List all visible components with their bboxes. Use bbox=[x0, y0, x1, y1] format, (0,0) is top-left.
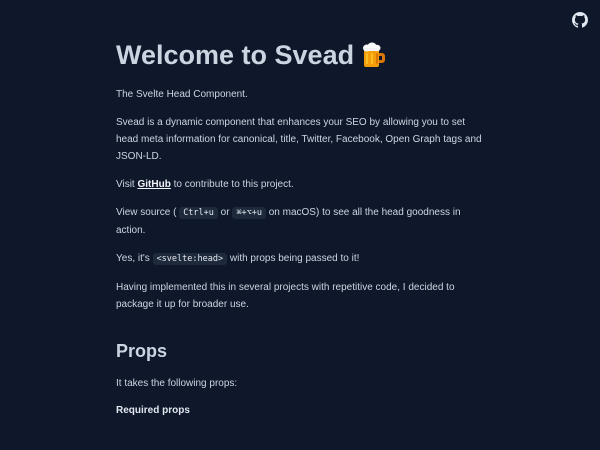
svelte-head-text-after: with props being passed to it! bbox=[227, 253, 360, 264]
view-source-paragraph bbox=[116, 204, 486, 239]
github-icon bbox=[572, 12, 588, 28]
view-source-text-mid: or bbox=[217, 207, 233, 218]
intro-paragraph: Svead is a dynamic component that enhances your SEO by allowing you to set head meta information for canonical, title, Twitter, Facebook, Open Graph tags and JSON-LD. bbox=[116, 117, 482, 162]
view-source-text-before: View source ( bbox=[116, 207, 180, 218]
svelte-head-paragraph bbox=[116, 250, 486, 268]
props-intro: It takes the following props: bbox=[116, 378, 238, 389]
page-title-text: Welcome to Svead bbox=[116, 40, 355, 70]
props-heading: Props bbox=[116, 341, 168, 361]
shortcut-cmd-opt-u: ⌘+⌥+u bbox=[232, 207, 266, 219]
beer-mug-icon bbox=[362, 42, 386, 68]
github-link[interactable] bbox=[572, 12, 588, 28]
svelte-head-code: <svelte:head> bbox=[153, 253, 228, 265]
page-title bbox=[116, 38, 486, 72]
view-source-text-after: on macOS) to see all the head goodness in action. bbox=[116, 207, 461, 236]
visit-paragraph bbox=[116, 176, 486, 193]
required-props-heading: Required props bbox=[116, 405, 190, 416]
main-content bbox=[116, 38, 486, 419]
svelte-head-text-before: Yes, it's bbox=[116, 253, 153, 264]
tagline: The Svelte Head Component. bbox=[116, 89, 248, 100]
implemented-paragraph: Having implemented this in several projects with repetitive code, I decided to package it up for broader use. bbox=[116, 282, 455, 310]
visit-text-before: Visit bbox=[116, 179, 138, 190]
shortcut-ctrl-u: Ctrl+u bbox=[179, 207, 218, 219]
visit-text-after: to contribute to this project. bbox=[170, 179, 294, 190]
github-text-link[interactable]: GitHub bbox=[137, 179, 171, 190]
